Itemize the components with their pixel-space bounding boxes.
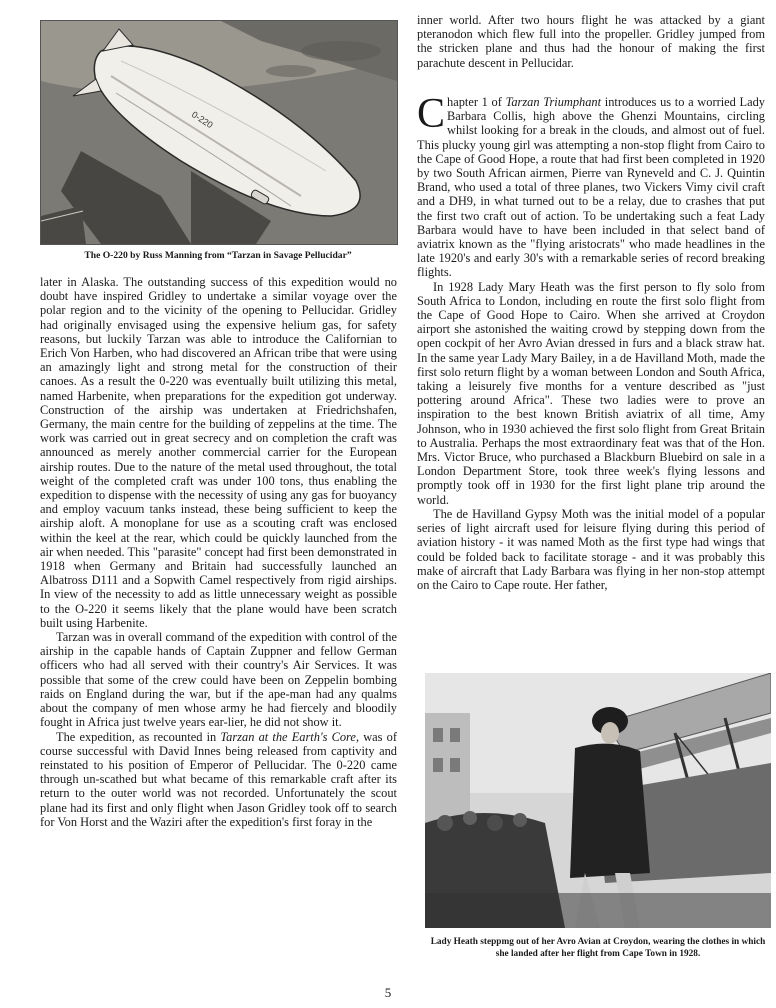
left-paragraph-1: later in Alaska. The outstanding success of this expedition would no doubt have inspired Gridley to undertake a similar voyage over the polar region and to the vicinity of the opening to Pellucidar. Gridley had originally envisaged using the expensive helium gas, for safety reasons, but luckily Tarzan was able to introduce the Californian to Erich Von Harben, who had discovered an African tribe that were using an amazingly light and strong metal for the construction of their canoes. As a result the 0-220 was eventually built utilizing this metal, named Harbenite, when preparations for the expedition got underway. Construction of the airship was undertaken at Friedrichshafen, Germany, the main centre for the building of zeppelins at the time. The work was carried out in great secrecy and on completion the craft was announced as merely another commercial carrier for the European airship routes. Due to the nature of the metal used throughout, the total weight of the completed craft was under 100 tons, thus enabling the expedition to dispense with the necessity of using any gas for buoyancy and employ vacuum tanks instead, these being sufficient to keep the airship aloft. A monoplane for use as a scouting craft was enclosed within the keel at the rear, which could be quickly launched from the air when needed. This "parasite" concept had first been demonstrated in 1918 when Germany and Britain had successfully launched an Albatross D111 and a Sopwith Camel respectively from rigid airships. In view of the necessity to add as little unnecessary weight as possible to the O-220 it seems likely that the plane would have been scratch built using Harbenite. xyxy=(40,275,397,630)
right-paragraph-3: The de Havilland Gypsy Moth was the initial model of a popular series of light aircraft used for leisure flying during this period of aviation history - it was named Moth as the first type had wings that could be folded back to facilitate storage - and it was probably this make of aircraft that Lady Barbara was flying in her non-stop attempt on the Cairo to Cape route. Her father, xyxy=(417,506,765,592)
zeppelin-caption: The O-220 by Russ Manning from “Tarzan in Savage Pellucidar” xyxy=(84,250,352,261)
left-paragraph-2: Tarzan was in overall command of the expedition with control of the airship in the capable hands of Captain Zuppner and fellow German officers who had all served with their country's Air Services. It was possible that some of the crew could have been on Zeppelin bombing raids on England during the war, but if the ape-man had any qualms about the company of men whose army he had fiercely and bloodily fought in Africa just twelve years ear-lier, he did not show it. xyxy=(40,630,397,730)
book-title-tarzan-triumphant: Tarzan Triumphant xyxy=(505,95,602,109)
page-number: 5 xyxy=(384,985,392,1000)
drop-cap: C xyxy=(417,91,446,137)
photograph-lady-heath-icon xyxy=(425,673,771,928)
zeppelin-illustration-figure xyxy=(40,20,398,245)
right-paragraph-2: In 1928 Lady Mary Heath was the first person to fly solo from South Africa to London, including en route the first solo flight from the Cape of Good Hope to Cairo. When she arrived at Croydon airport she astonished the waiting crowd by stepping down from the open cockpit of her Avro Avian dressed in furs and a black straw hat. In the same year Lady Mary Bailey, in a de Havilland Moth, made the first solo return flight by a woman between London and South Africa, taking a leisurely five months for a venture described as "just pottering around Africa". These two ladies were to prove an inspiration to the best known British aviatrix of all time, Amy Johnson, who in 1930 achieved the first solo flight from Great Britain to Australia. Perhaps the most extraordinary feat was that of the Hon. Mrs. Victor Bruce, who purchased a Blackburn Bluebird on sale in a London Department Store, took three week's flying lessons and promptly took off in 1930 for the first light plane trip around the world. xyxy=(417,279,765,507)
left-column-text xyxy=(40,275,397,829)
right-paragraph-1-end: introduces us to a worried Lady Barbara Collis, high above the Ghenzi Mountains, circling whilst looking for a break in the clouds, and almost out of fuel. This plucky young girl was attempting a non-stop flight from Cairo to the Cape of Good Hope, a route that had first been completed in 1920 by two South African airmen, Pierre van Ryneveld and C. J. Quintin Brand, who used a total of three planes, two Vickers Vimy civil craft and a DH9, in what turned out to be a relay, due to crashes that put the first two craft out of action. To be undertaking such a feat Lady Barbara would have to have been included in that select band of aviatrix known as the "flying aristocrats" who made headlines in the late 1920's and early 30's with a remarkable series of record breaking flights. xyxy=(417,95,765,280)
left-paragraph-3 xyxy=(40,730,397,829)
left-paragraph-3-end: , was of course successful with David Innes being released from captivity and reinstated to his position of Emperor of Pellucidar. The 0-220 came through un-scathed but what became of this remarkable craft after its return to the outer world was not recorded. Unfortunately the scout plane had its first and only flight when Jason Gridley took off to search for Von Horst and the Waziri after the expedition's first foray in the xyxy=(40,729,397,829)
zeppelin-illustration-icon xyxy=(41,21,397,244)
right-paragraph-1-start: hapter 1 of xyxy=(447,95,506,109)
right-column-continuation xyxy=(417,13,765,70)
hull-marking: 0-220 xyxy=(189,109,215,131)
right-paragraph-1 xyxy=(417,91,765,280)
left-paragraph-3-start: The expedition, as recounted in xyxy=(56,729,221,744)
right-column-text xyxy=(417,91,765,592)
right-paragraph-0: inner world. After two hours flight he was attacked by a giant pteranodon which flew full into the propeller. Gridley jumped from the stricken plane and thus had the honour of making the first parachute descent in Pellucidar. xyxy=(417,13,765,70)
book-title-earths-core: Tarzan at the Earth's Core xyxy=(220,729,356,744)
lady-heath-photo-figure xyxy=(425,673,771,928)
lady-heath-caption: Lady Heath steppmg out of her Avro Avian at Croydon, wearing the clothes in which she landed after her flight from Cape Town in 1928. xyxy=(430,937,766,959)
